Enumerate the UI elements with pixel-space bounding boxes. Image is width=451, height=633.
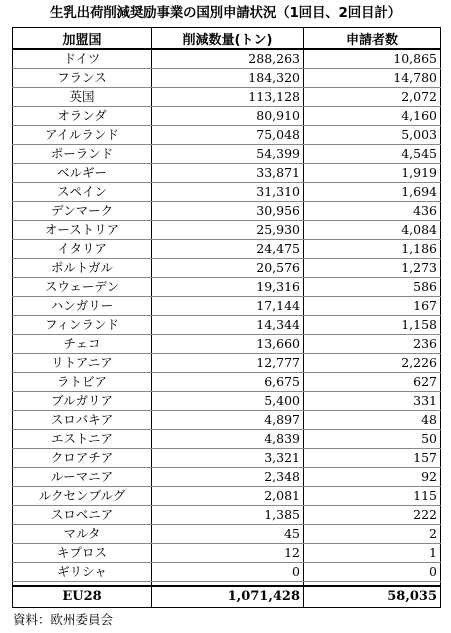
member-state-cell: スペイン	[13, 183, 152, 202]
reduction-volume-cell: 113,128	[152, 88, 304, 107]
table-row	[13, 240, 441, 259]
table-total-row	[13, 586, 441, 608]
reduction-volume-cell: 184,320	[152, 69, 304, 88]
table-row	[13, 202, 441, 221]
applicant-count-cell: 92	[304, 468, 441, 487]
member-state-cell: ドイツ	[13, 49, 152, 69]
table-row	[13, 297, 441, 316]
member-state-cell: アイルランド	[13, 126, 152, 145]
table-row	[13, 354, 441, 373]
reduction-volume-cell: 45	[152, 525, 304, 544]
reduction-volume-cell: 75,048	[152, 126, 304, 145]
applicant-count-cell: 4,084	[304, 221, 441, 240]
total-applicant-count: 58,035	[304, 586, 441, 608]
table-row	[13, 563, 441, 582]
table-row	[13, 544, 441, 563]
applicant-count-cell: 4,545	[304, 145, 441, 164]
member-state-cell: リトアニア	[13, 354, 152, 373]
reduction-volume-cell: 288,263	[152, 49, 304, 69]
table-row	[13, 145, 441, 164]
table-row	[13, 373, 441, 392]
applicant-count-cell: 2,226	[304, 354, 441, 373]
reduction-volume-cell: 4,839	[152, 430, 304, 449]
member-state-table	[12, 27, 441, 608]
applicant-count-cell: 627	[304, 373, 441, 392]
table-row	[13, 49, 441, 69]
applicant-count-cell: 10,865	[304, 49, 441, 69]
table-row	[13, 278, 441, 297]
member-state-cell: マルタ	[13, 525, 152, 544]
member-state-cell: スロベニア	[13, 506, 152, 525]
reduction-volume-cell: 5,400	[152, 392, 304, 411]
member-state-cell: スウェーデン	[13, 278, 152, 297]
member-state-cell: オーストリア	[13, 221, 152, 240]
applicant-count-cell: 586	[304, 278, 441, 297]
applicant-count-cell: 4,160	[304, 107, 441, 126]
member-state-cell: ラトビア	[13, 373, 152, 392]
member-state-cell: スロバキア	[13, 411, 152, 430]
table-row	[13, 69, 441, 88]
reduction-volume-cell: 25,930	[152, 221, 304, 240]
applicant-count-cell: 331	[304, 392, 441, 411]
reduction-volume-cell: 0	[152, 563, 304, 582]
reduction-volume-cell: 33,871	[152, 164, 304, 183]
header-member-state: 加盟国	[13, 28, 152, 50]
member-state-cell: 英国	[13, 88, 152, 107]
applicant-count-cell: 115	[304, 487, 441, 506]
reduction-volume-cell: 6,675	[152, 373, 304, 392]
table-row	[13, 392, 441, 411]
member-state-cell: フランス	[13, 69, 152, 88]
table-row	[13, 335, 441, 354]
applicant-count-cell: 2,072	[304, 88, 441, 107]
table-row	[13, 183, 441, 202]
reduction-volume-cell: 13,660	[152, 335, 304, 354]
table-row	[13, 487, 441, 506]
table-row	[13, 411, 441, 430]
applicant-count-cell: 157	[304, 449, 441, 468]
header-applicant-count: 申請者数	[304, 28, 441, 50]
reduction-volume-cell: 12,777	[152, 354, 304, 373]
table-row	[13, 316, 441, 335]
reduction-volume-cell: 17,144	[152, 297, 304, 316]
reduction-volume-cell: 20,576	[152, 259, 304, 278]
member-state-cell: デンマーク	[13, 202, 152, 221]
total-label: EU28	[13, 586, 152, 608]
member-state-cell: ハンガリー	[13, 297, 152, 316]
table-row	[13, 164, 441, 183]
member-state-cell: ルクセンブルグ	[13, 487, 152, 506]
reduction-volume-cell: 2,081	[152, 487, 304, 506]
member-state-cell: キプロス	[13, 544, 152, 563]
applicant-count-cell: 1,158	[304, 316, 441, 335]
table-row	[13, 88, 441, 107]
table-row	[13, 449, 441, 468]
member-state-cell: ギリシャ	[13, 563, 152, 582]
member-state-cell: クロアチア	[13, 449, 152, 468]
member-state-cell: エストニア	[13, 430, 152, 449]
table-header-row	[13, 28, 441, 50]
member-state-cell: ルーマニア	[13, 468, 152, 487]
page-title: 生乳出荷削減奨励事業の国別申請状況（1回目、2回目計）	[50, 5, 401, 21]
member-state-cell: フィンランド	[13, 316, 152, 335]
reduction-volume-cell: 2,348	[152, 468, 304, 487]
table-row	[13, 506, 441, 525]
table-row	[13, 126, 441, 145]
applicant-count-cell: 1,694	[304, 183, 441, 202]
header-reduction-volume: 削減数量(トン)	[152, 28, 304, 50]
applicant-count-cell: 222	[304, 506, 441, 525]
member-state-cell: ポルトガル	[13, 259, 152, 278]
reduction-volume-cell: 30,956	[152, 202, 304, 221]
reduction-volume-cell: 1,385	[152, 506, 304, 525]
member-state-cell: オランダ	[13, 107, 152, 126]
applicant-count-cell: 48	[304, 411, 441, 430]
applicant-count-cell: 1,919	[304, 164, 441, 183]
table-body	[13, 49, 441, 582]
table-row	[13, 259, 441, 278]
source-note: 資料：欧州委員会	[13, 612, 114, 627]
applicant-count-cell: 236	[304, 335, 441, 354]
table-row	[13, 430, 441, 449]
member-state-cell: ポーランド	[13, 145, 152, 164]
reduction-volume-cell: 80,910	[152, 107, 304, 126]
table-row	[13, 525, 441, 544]
reduction-volume-cell: 4,897	[152, 411, 304, 430]
member-state-cell: ベルギー	[13, 164, 152, 183]
member-state-cell: ブルガリア	[13, 392, 152, 411]
reduction-volume-cell: 12	[152, 544, 304, 563]
reduction-volume-cell: 54,399	[152, 145, 304, 164]
applicant-count-cell: 14,780	[304, 69, 441, 88]
applicant-count-cell: 436	[304, 202, 441, 221]
reduction-volume-cell: 14,344	[152, 316, 304, 335]
applicant-count-cell: 167	[304, 297, 441, 316]
applicant-count-cell: 50	[304, 430, 441, 449]
applicant-count-cell: 1	[304, 544, 441, 563]
reduction-volume-cell: 24,475	[152, 240, 304, 259]
applicant-count-cell: 1,273	[304, 259, 441, 278]
table-row	[13, 107, 441, 126]
table-row	[13, 221, 441, 240]
reduction-volume-cell: 3,321	[152, 449, 304, 468]
applicant-count-cell: 5,003	[304, 126, 441, 145]
table-row	[13, 468, 441, 487]
reduction-volume-cell: 31,310	[152, 183, 304, 202]
applicant-count-cell: 0	[304, 563, 441, 582]
reduction-volume-cell: 19,316	[152, 278, 304, 297]
member-state-cell: チェコ	[13, 335, 152, 354]
total-reduction-volume: 1,071,428	[152, 586, 304, 608]
applicant-count-cell: 1,186	[304, 240, 441, 259]
member-state-cell: イタリア	[13, 240, 152, 259]
applicant-count-cell: 2	[304, 525, 441, 544]
